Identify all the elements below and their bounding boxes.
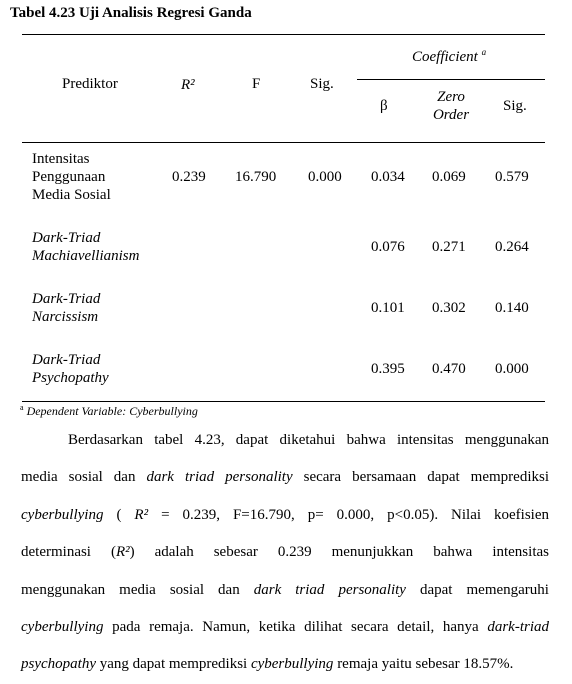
predictor-line: Media Sosial bbox=[32, 187, 111, 203]
table-footnote bbox=[20, 403, 198, 419]
paragraph-line bbox=[21, 534, 549, 571]
header-predictor: Prediktor bbox=[62, 76, 118, 92]
text-run: dark triad personality bbox=[146, 469, 293, 486]
text-run: remaja yaitu sebesar 18.57%. bbox=[333, 656, 514, 673]
text-run: dark triad personality bbox=[253, 581, 406, 598]
predictor-line: Intensitas bbox=[32, 151, 90, 167]
table-caption: Tabel 4.23 Uji Analisis Regresi Ganda bbox=[10, 5, 252, 21]
text-run: dark-triad bbox=[487, 618, 549, 635]
text-run: dapat memengaruhi bbox=[405, 581, 549, 598]
footnote-text: Dependent Variable: Cyberbullying bbox=[26, 404, 198, 418]
header-coefficient-sup: a bbox=[481, 47, 487, 57]
header-beta: β bbox=[380, 98, 388, 114]
header-f: F bbox=[252, 76, 261, 92]
text-run: yang dapat memprediksi bbox=[95, 656, 251, 673]
text-run: cyberbullying bbox=[250, 656, 334, 673]
predictor-line: Dark-Triad bbox=[32, 352, 101, 368]
cell-beta: 0.076 bbox=[371, 239, 405, 255]
predictor-line: Penggunaan bbox=[32, 169, 106, 185]
row-predictor bbox=[32, 150, 111, 204]
cell-beta: 0.101 bbox=[371, 300, 405, 316]
text-run: R² bbox=[134, 506, 149, 523]
text-run: media sosial dan bbox=[21, 469, 147, 486]
paragraph-line bbox=[21, 609, 549, 646]
text-run: cyberbullying bbox=[21, 618, 104, 635]
text-run: = 0.239, F=16.790, p= 0.000, p<0.05). Nilai koefisien bbox=[148, 506, 549, 523]
cell-sig: 0.000 bbox=[308, 169, 342, 185]
predictor-line: Narcissism bbox=[32, 309, 99, 325]
header-zero-order bbox=[428, 88, 474, 124]
paragraph-line bbox=[21, 646, 549, 683]
text-run: pada remaja. Namun, ketika dilihat secara detail, hanya bbox=[103, 618, 488, 635]
text-run: ) adalah sebesar 0.239 menunjukkan bahwa intensitas bbox=[129, 544, 549, 561]
paragraph-line bbox=[21, 459, 549, 496]
row-predictor bbox=[32, 229, 139, 265]
body-paragraph bbox=[21, 422, 549, 684]
cell-zero-order: 0.069 bbox=[432, 169, 466, 185]
header-zero-order-line2: Order bbox=[432, 107, 470, 123]
header-sig2: Sig. bbox=[503, 98, 527, 114]
cell-beta: 0.395 bbox=[371, 361, 405, 377]
text-run: secara bersamaan dapat memprediksi bbox=[292, 469, 549, 486]
cell-zero-order: 0.302 bbox=[432, 300, 466, 316]
header-coefficient bbox=[412, 43, 486, 66]
header-bottom-rule bbox=[22, 142, 545, 143]
row-predictor bbox=[32, 290, 100, 326]
cell-beta: 0.034 bbox=[371, 169, 405, 185]
cell-r-squared: 0.239 bbox=[172, 169, 206, 185]
predictor-line: Dark-Triad bbox=[32, 291, 101, 307]
paragraph-line bbox=[21, 422, 549, 459]
cell-zero-order: 0.271 bbox=[432, 239, 466, 255]
text-run: ( bbox=[103, 506, 135, 523]
cell-f: 16.790 bbox=[235, 169, 277, 185]
paragraph-line bbox=[21, 572, 549, 609]
table-top-rule bbox=[22, 34, 545, 35]
table-bottom-rule bbox=[22, 401, 545, 402]
cell-sig2: 0.579 bbox=[495, 169, 529, 185]
cell-sig2: 0.140 bbox=[495, 300, 529, 316]
row-predictor bbox=[32, 351, 109, 387]
text-run: R² bbox=[115, 544, 130, 561]
header-coefficient-label: Coefficient bbox=[412, 49, 478, 65]
text-run: psychopathy bbox=[21, 656, 96, 673]
coefficient-group-rule bbox=[357, 79, 545, 80]
paragraph-line bbox=[21, 497, 549, 534]
text-run: menggunakan media sosial dan bbox=[21, 581, 254, 598]
cell-sig2: 0.000 bbox=[495, 361, 529, 377]
text-run: Berdasarkan tabel 4.23, dapat diketahui bahwa intensitas menggunakan bbox=[68, 432, 549, 448]
predictor-line: Psychopathy bbox=[32, 370, 109, 386]
predictor-line: Machiavellianism bbox=[32, 248, 140, 264]
header-r-squared: R² bbox=[181, 77, 195, 93]
text-run: cyberbullying bbox=[21, 506, 104, 523]
header-sig: Sig. bbox=[310, 76, 334, 92]
predictor-line: Dark-Triad bbox=[32, 230, 101, 246]
text-run: determinasi ( bbox=[21, 544, 116, 561]
footnote-marker: a bbox=[20, 403, 24, 412]
header-zero-order-line1: Zero bbox=[437, 89, 465, 105]
cell-sig2: 0.264 bbox=[495, 239, 529, 255]
cell-zero-order: 0.470 bbox=[432, 361, 466, 377]
